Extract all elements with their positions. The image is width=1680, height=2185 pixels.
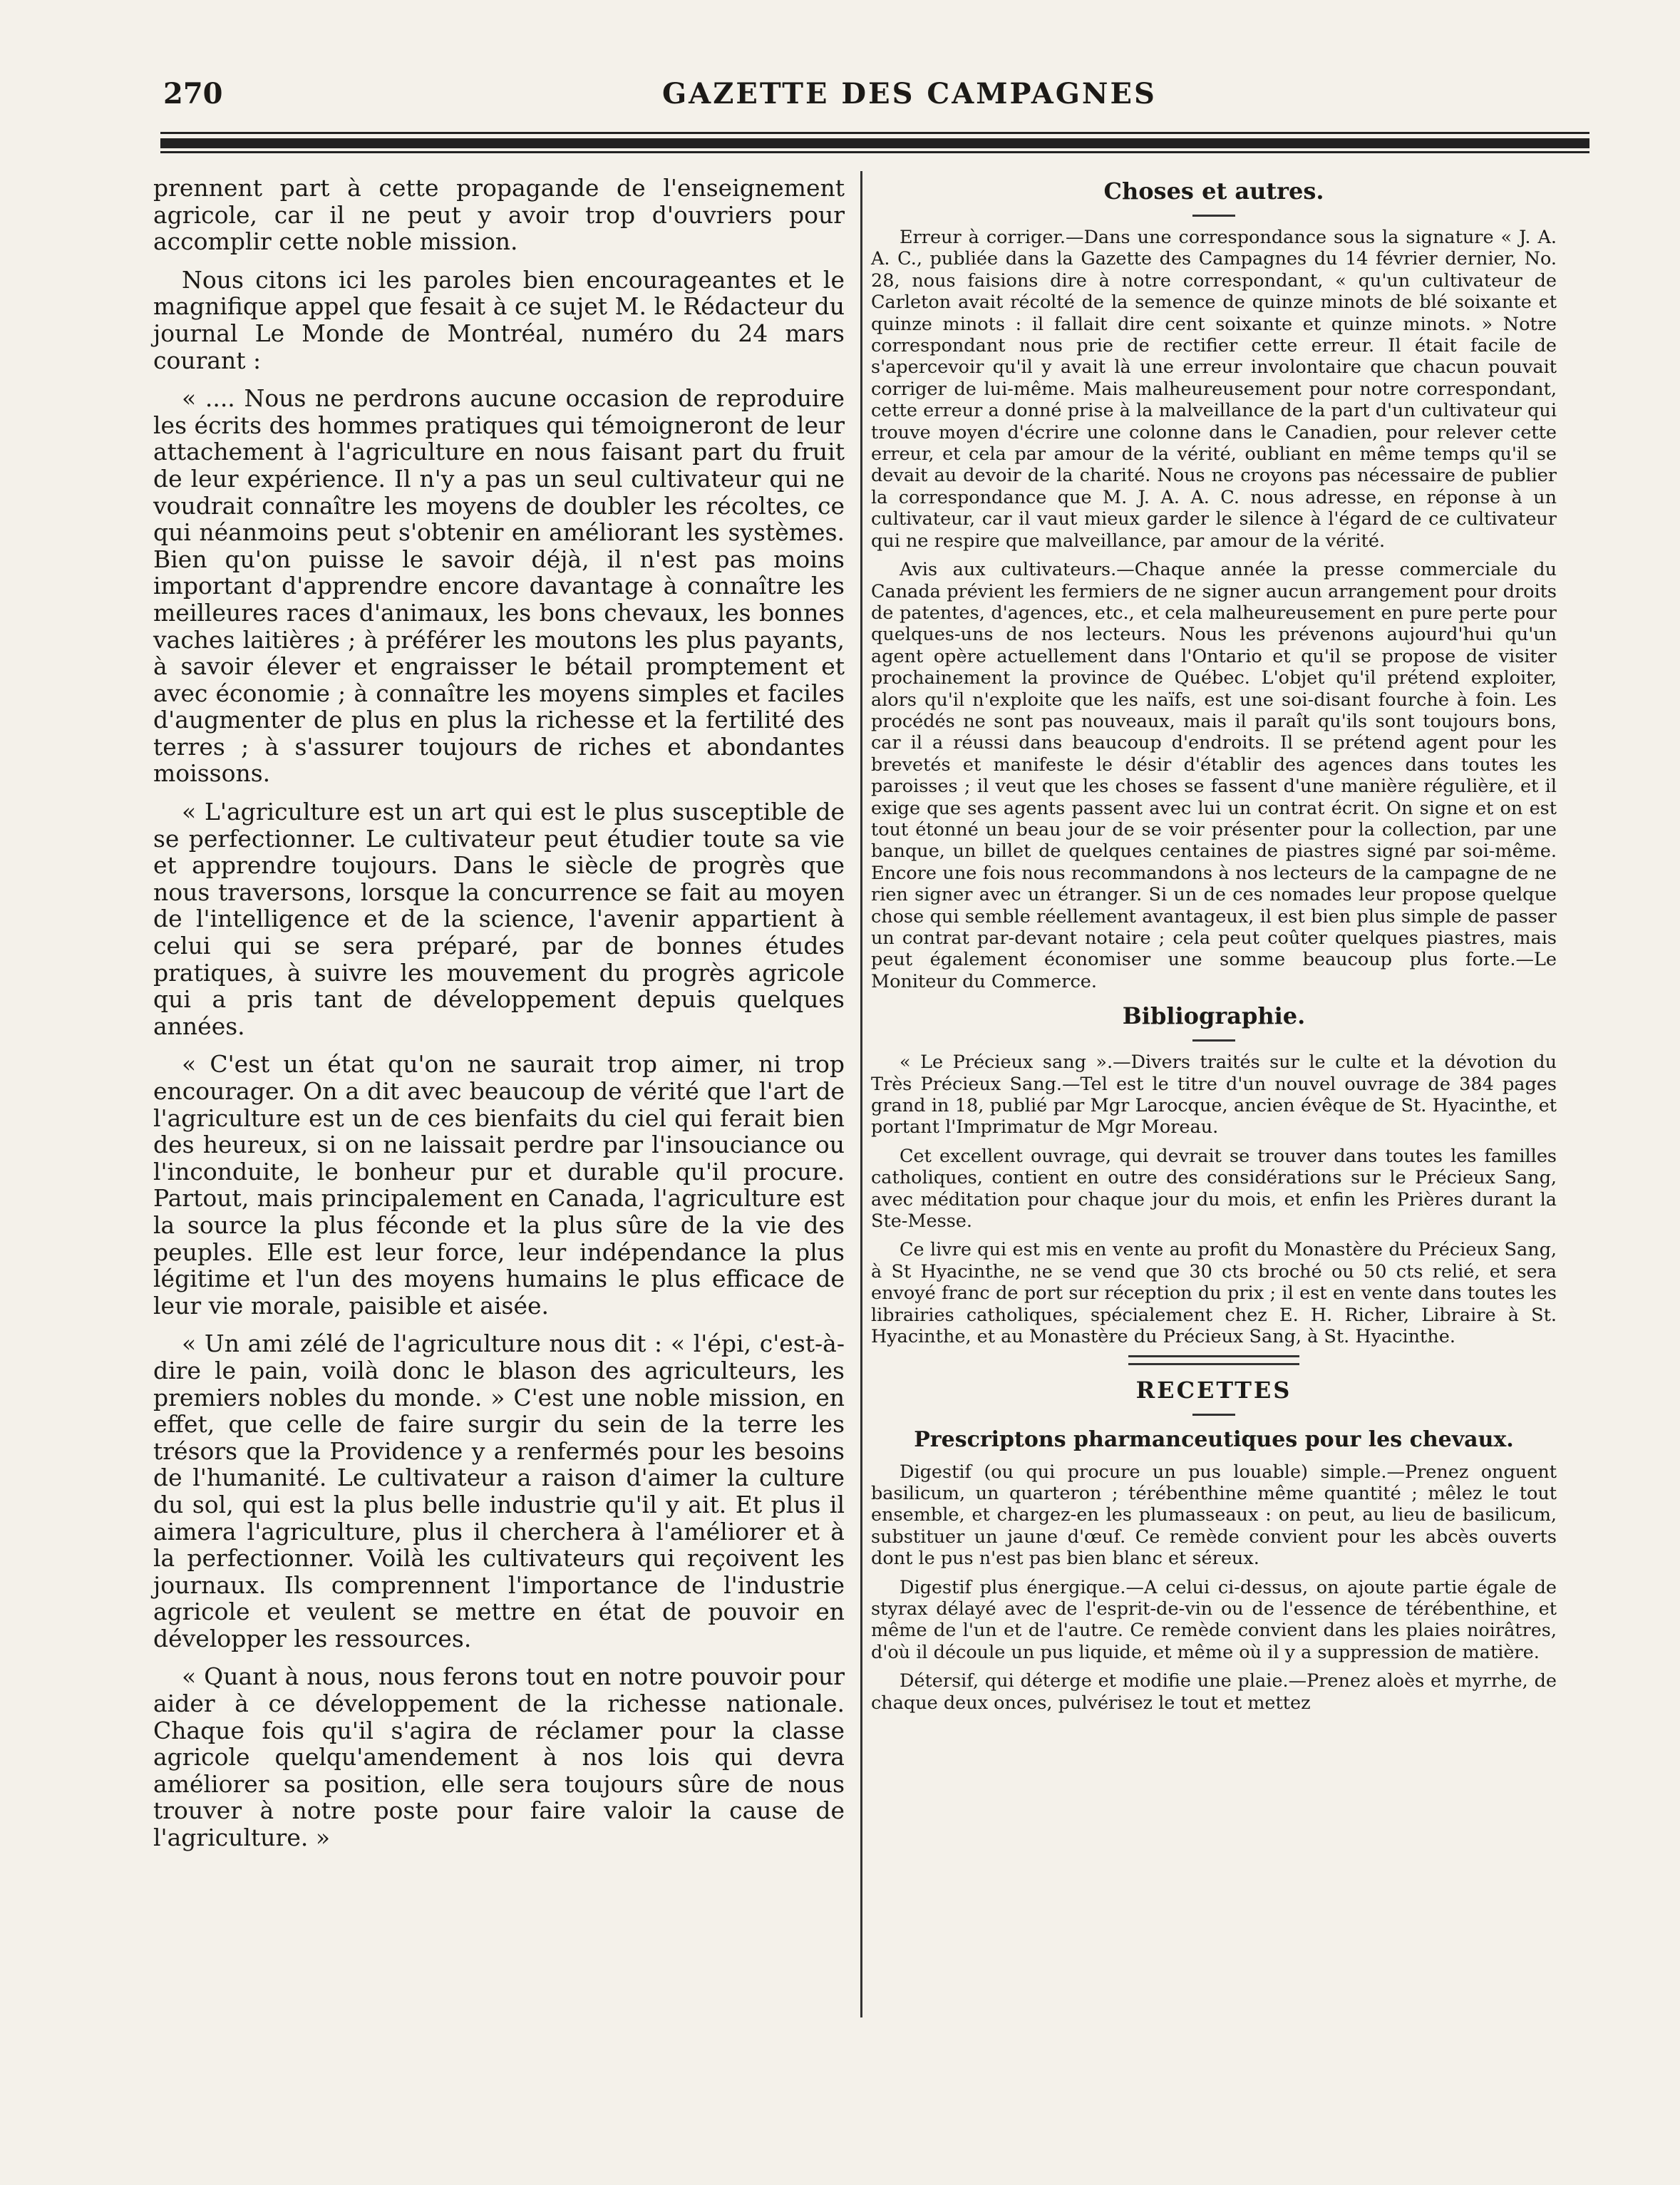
section-title-recettes: RECETTES	[1135, 1376, 1292, 1404]
header-rule-thick	[160, 138, 1589, 148]
header-rule-top	[160, 132, 1589, 134]
header-rule-bottom	[160, 151, 1589, 153]
page-number: 270	[163, 77, 223, 110]
column-separator	[860, 171, 862, 2017]
left-paragraph: « Quant à nous, nous ferons tout en notre pouvoir pour aider à ce développement de la richesse nationale. Chaque fois qu'il s'agira de réclamer pour la classe agricole quelqu'amendement à nos lois qui devra améliorer sa position, elle sera toujours sûre de nous trouver à notre poste pour faire valoir la cause de l'agriculture. »	[153, 1662, 845, 1852]
section-divider	[1192, 215, 1235, 217]
left-paragraph: prennent part à cette propagande de l'enseignement agricole, car il ne peut y avoir trop d'ouvriers pour accomplir cette noble mission.	[153, 174, 845, 256]
left-paragraph: « C'est un état qu'on ne saurait trop aimer, ni trop encourager. On a dit avec beaucoup de vérité que l'art de l'agriculture est un de ces bienfaits du ciel qui ferait bien des heureux, si on ne laissait perdre par l'insouciance ou l'inconduite, le bonheur pur et durable qu'il procure. Partout, mais principalement en Canada, l'agriculture est la source la plus féconde et la plus sûre de la vie des peuples. Elle est leur force, leur indépendance la plus légitime et l'un des moyens humains le plus efficace de leur vie morale, paisible et aisée.	[153, 1050, 845, 1320]
left-paragraph: « L'agriculture est un art qui est le plus susceptible de se perfectionner. Le cultivateur peut étudier toute sa vie et apprendre toujours. Dans le siècle de progrès que nous traversons, lorsque la concurrence se fait au moyen de l'intelligence et de la science, l'avenir appartient à celui qui se sera préparé, par de bonnes études pratiques, à suivre les mouvement du progrès agricole qui a pris tant de développement depuis quelques années.	[153, 798, 845, 1040]
book-notice: « Le Précieux sang ».—Divers traités sur le culte et la dévotion du Très Précieux Sang.—Tel est le titre d'un nouvel ouvrage de 384 pages grand in 18, publié par Mgr Larocque, ancien évêque de St. Hyacinthe, et portant l'Imprimatur de Mgr Moreau.	[871, 1052, 1557, 1138]
right-column	[871, 175, 1557, 1721]
book-notice: Cet excellent ouvrage, qui devrait se trouver dans toutes les familles catholiques, contient en outre des considérations sur le Précieux Sang, avec méditation pour chaque jour du mois, et enfin les Prières durant la Ste-Messe.	[871, 1145, 1557, 1233]
recipe-item: Digestif (ou qui procure un pus louable) simple.—Prenez onguent basilicum, un quarteron ; térébenthine même quantité ; mêlez le tout ensemble, et chargez-en les plumasseaux : on peut, au lieu de basilicum, substituer un jaune d'œuf. Ce remède convient pour les abcès ouverts dont le pus n'est pas bien blanc et séreux.	[871, 1461, 1557, 1570]
recipe-item: Digestif plus énergique.—A celui ci-dessus, on ajoute partie égale de styrax délayé avec de l'esprit-de-vin ou de l'essence de térébenthine, et même de l'un et de l'autre. Ce remède convient dans les plaies noirâtres, d'où il découle un pus liquide, et même où il y a suppression de matière.	[871, 1576, 1557, 1663]
left-paragraph: Nous citons ici les paroles bien encourageantes et le magnifique appel que fesait à ce sujet M. le Rédacteur du journal Le Monde de Montréal, numéro du 24 mars courant :	[153, 265, 845, 374]
left-column	[153, 175, 845, 1851]
book-notice: Ce livre qui est mis en vente au profit du Monastère du Précieux Sang, à St Hyacinthe, ne se vend que 30 cts broché ou 50 cts relié, et sera envoyé franc de port sur réception du prix ; il est en vente dans toutes les librairies catholiques, spécialement chez E. H. Richer, Libraire à St. Hyacinthe, et au Monastère du Précieux Sang, à St. Hyacinthe.	[871, 1239, 1557, 1348]
news-item: Erreur à corriger.—Dans une correspondance sous la signature « J. A. A. C., publiée dans la Gazette des Campagnes du 14 février dernier, No. 28, nous faisions dire à notre correspondant, « qu'un cultivateur de Carleton avait récolté de la semence de quinze minots de blé soixante et quinze minots : il fallait dire cent soixante et quinze minots. » Notre correspondant nous prie de rectifier cette erreur. Il était facile de s'apercevoir qu'il y avait là une erreur involontaire que chacun pouvait corriger de lui-même. Mais malheureusement pour notre correspondant, cette erreur a donné prise à la malveillance de la part d'un cultivateur qui trouve moyen d'écrire une colonne dans le Canadien, pour relever cette erreur, et cela par amour de la vérité, oubliant en même temps qu'il se devait au devoir de la charité. Nous ne croyons pas nécessaire de publier la correspondance que M. J. A. A. C. nous adresse, en réponse à un cultivateur, car il vaut mieux garder le silence à l'égard de ce cultivateur qui ne respire que malveillance, par amour de la vérité.	[871, 227, 1557, 552]
section-double-divider	[1128, 1355, 1299, 1365]
recipe-subtitle: Prescriptons pharmanceutiques pour les chevaux.	[914, 1426, 1514, 1452]
section-divider	[1192, 1414, 1235, 1416]
page-header	[153, 77, 1579, 113]
section-divider	[1192, 1039, 1235, 1042]
left-paragraph: « .... Nous ne perdrons aucune occasion de reproduire les écrits des hommes pratiques qui témoigneront de leur attachement à l'agriculture en nous faisant part du fruit de leur expérience. Il n'y a pas un seul cultivateur qui ne voudrait connaître les moyens de doubler les récoltes, ce qui néanmoins peut s'obtenir en améliorant les systèmes. Bien qu'on puisse le savoir déjà, il n'est pas moins important d'apprendre encore davantage à connaître les meilleures races d'animaux, les bons chevaux, les bonnes vaches laitières ; à préférer les moutons les plus payants, à savoir élever et engraisser le bétail promptement et avec économie ; à connaître les moyens simples et faciles d'augmenter de plus en plus la richesse et la fertilité des terres ; à s'assurer toujours de riches et abondantes moissons.	[153, 384, 845, 788]
news-item: Avis aux cultivateurs.—Chaque année la presse commerciale du Canada prévient les fermiers de ne signer aucun arrangement pour droits de patentes, d'agences, etc., et cela malheureusement en pure perte pour quelques-uns de nos lecteurs. Nous les prévenons aujourd'hui qu'un agent opère actuellement dans l'Ontario et qu'il se propose de visiter prochainement la province de Québec. L'objet qu'il prétend exploiter, alors qu'il n'exploite que les naïfs, est une soi-disant fourche à foin. Les procédés ne sont pas nouveaux, mais il paraît qu'ils sont toujours bons, car il a réussi dans beaucoup d'endroits. Il se prétend agent pour les brevetés et manifeste le désir d'établir des agences dans toutes les paroisses ; il veut que les choses se fassent d'une manière régulière, et il exige que ses agents passent avec lui un contrat écrit. On signe et on est tout étonné un beau jour de se voir présenter pour la collection, par une banque, un billet de quelques centaines de piastres signé par soi-même. Encore une fois nous recommandons à nos lecteurs de la campagne de ne rien signer avec un étranger. Si un de ces nomades leur propose quelque chose qui semble réellement avantageux, il est bien plus simple de passer un contrat par-devant notaire ; cela peut coûter quelques piastres, mais peut également économiser une somme beaucoup plus forte.—Le Moniteur du Commerce.	[871, 559, 1557, 992]
recipe-item: Détersif, qui déterge et modifie une plaie.—Prenez aloès et myrrhe, de chaque deux onces, pulvérisez le tout et mettez	[871, 1670, 1557, 1714]
section-title-bibliographie: Bibliographie.	[1122, 1002, 1306, 1030]
running-title: GAZETTE DES CAMPAGNES	[662, 77, 1157, 110]
left-paragraph: « Un ami zélé de l'agriculture nous dit : « l'épi, c'est-à-dire le pain, voilà donc le blason des agriculteurs, les premiers nobles du monde. » C'est une noble mission, en effet, que celle de faire surgir du sein de la terre les trésors que la Providence y a renfermés pour les besoins de l'humanité. Le cultivateur a raison d'aimer la culture du sol, qui est la plus belle industrie qu'il y ait. Et plus il aimera l'agriculture, plus il cherchera à l'améliorer et à la perfectionner. Voilà les cultivateurs qui reçoivent les journaux. Ils comprennent l'importance de l'industrie agricole et veulent se mettre en état de pouvoir en développer les ressources.	[153, 1330, 845, 1652]
section-title-choses: Choses et autres.	[1103, 178, 1324, 205]
